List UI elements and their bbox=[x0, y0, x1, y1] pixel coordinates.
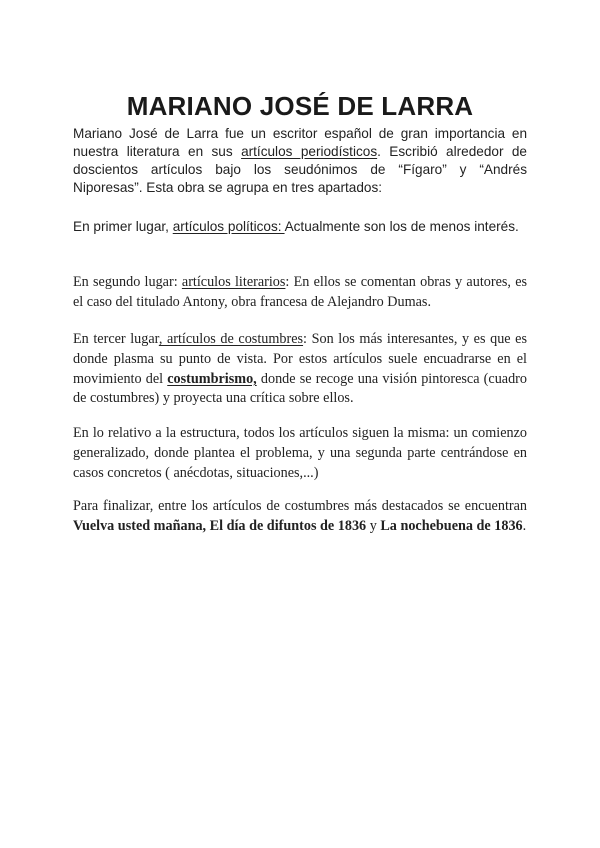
estructura-paragraph: En lo relativo a la estructura, todos los artículos siguen la misma: un comienzo generalizado, donde plantea el problema, y una segunda parte centrándose en casos concretos ( anécdotas, situaciones,...) bbox=[73, 425, 527, 481]
costumbres-text-1: En tercer lugar bbox=[73, 331, 159, 347]
literarios-text-1: En segundo lugar: bbox=[73, 274, 182, 290]
titles-bold-2: La nochebuena de 1836 bbox=[380, 517, 523, 534]
periodisticos-underlined: artículos periodísticos bbox=[241, 144, 378, 159]
document-title: MARIANO JOSÉ DE LARRA bbox=[126, 91, 474, 122]
conclusion-text-2: y bbox=[366, 517, 381, 534]
costumbres-text-2: : Son los más interesantes, y es que es donde plasma su punto de vista. Por estos artículos suele encuadrarse en el movimiento del bbox=[73, 331, 527, 387]
politicos-paragraph bbox=[73, 218, 527, 236]
costumbres-paragraph bbox=[73, 330, 527, 409]
politicos-text-1: En primer lugar, bbox=[73, 219, 173, 234]
intro-text-2: . Escribió alrededor de doscientos artículos bajo los seudónimos de “Fígaro” y “Andrés Niporesas”. Esta obra se agrupa en tres apartados: bbox=[73, 144, 527, 195]
literarios-paragraph bbox=[73, 273, 527, 313]
titles-bold-1: Vuelva usted mañana, El día de difuntos de 1836 bbox=[73, 517, 367, 534]
costumbres-underlined: , artículos de costumbres bbox=[158, 331, 304, 347]
literarios-underlined: artículos literarios bbox=[181, 274, 286, 290]
conclusion-paragraph bbox=[73, 497, 527, 537]
politicos-text-2: Actualmente son los de menos interés. bbox=[284, 219, 519, 234]
conclusion-text-1: Para finalizar, entre los artículos de costumbres más destacados se encuentran bbox=[73, 498, 527, 514]
conclusion-text-3: . bbox=[522, 517, 527, 534]
intro-paragraph bbox=[73, 125, 527, 197]
costumbrismo-bold-underlined: costumbrismo, bbox=[167, 370, 257, 387]
politicos-underlined: artículos políticos: bbox=[172, 219, 285, 234]
intro-text-1: Mariano José de Larra fue un escritor español de gran importancia en nuestra literatura en sus bbox=[73, 126, 527, 159]
literarios-text-2: : En ellos se comentan obras y autores, es el caso del titulado Antony, obra francesa de Alejandro Dumas. bbox=[73, 274, 528, 310]
costumbres-text-3: donde se recoge una visión pintoresca (cuadro de costumbres) y proyecta una crítica sobre ellos. bbox=[73, 370, 528, 407]
